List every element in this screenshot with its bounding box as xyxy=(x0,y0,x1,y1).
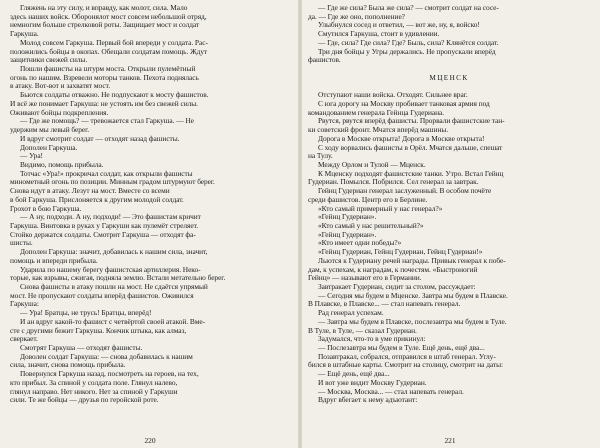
blank-line xyxy=(308,82,590,91)
text-line: Снова идут в атаку. Лезут на мост. Вместе со всеми xyxy=(10,187,170,196)
text-line: Завтракает Гудериан, сидит за столом, рассуждает: xyxy=(318,283,476,291)
text-line: торые, как взрывы, сжигая, подняла землю. Встали метательно берег. xyxy=(10,274,226,283)
text-line: — Ура! xyxy=(20,152,43,161)
text-line: фашистов. xyxy=(308,56,341,65)
text-line: помощь и впереди прибыла. xyxy=(10,256,98,265)
text-line: немногим больше стрелковой роты. Защищает мост и солдат xyxy=(10,21,200,30)
text-line: Отступают наши войска. Отходят. Сильнее враг. xyxy=(318,91,468,100)
text-line: кто прибыл. За спиной у солдата поле. Глянул налево, xyxy=(10,378,178,387)
text-line: Пошли фашисты на штурм моста. Открыли пулемётный xyxy=(20,65,196,74)
text-line: Гаркуша. xyxy=(10,30,39,39)
text-line: Между Орлом и Тулой — Мценск. xyxy=(318,160,426,169)
blank-line xyxy=(308,65,590,74)
text-line: Грохот в бою Гаркуша. xyxy=(10,204,82,213)
text-line: сте с другими бежит Гаркуша. Кончик штыка, как алмаз, xyxy=(10,326,187,335)
chapter-heading: МЦЕНСК xyxy=(429,73,469,82)
text-line: Гейнц» — называют его в Германии. xyxy=(308,274,422,283)
text-line: — А ну, подходи. А ну, подходи! — Это фашистам кричит xyxy=(20,213,201,222)
text-line: В Туле, в Туле, — сказал Гудериан. xyxy=(308,326,417,335)
text-line: глянул направо. Нет никого. Нет за спиной у Гаркуши xyxy=(10,387,178,396)
text-line: сили. Те же бойцы — друзья по геройской роте. xyxy=(10,396,159,405)
text-line: Стойко держатся солдаты. Смотрит Гаркуша — отходят фа- xyxy=(10,230,196,239)
text-line: И вот уже видит Москву Гудериан. xyxy=(318,378,427,387)
text-line: на Тулу. xyxy=(308,152,333,161)
right-page xyxy=(300,0,600,448)
text-line: Смутился Гаркуша, стоит в удивлении. xyxy=(318,30,440,39)
text-line: Молод совсем Гаркуша. Первый бой впереди у солдата. Рас- xyxy=(20,38,208,47)
text-line: — Где же помощь? — тревожается стал Гаркуша. — Не xyxy=(20,117,194,126)
text-line: Видимо, помощь прибыла. xyxy=(20,160,104,169)
text-line: Дополен Гаркуша: значит, добавилась к нашим сила, значит, xyxy=(20,248,208,257)
text-line: К Мценску подходят фашистские танки. Утро. Встал Гейнц xyxy=(318,169,504,178)
text-line: «Гейнц Гудериан». xyxy=(318,230,377,239)
text-line: ки советский фронт. Мчатся вперёд машины. xyxy=(308,126,449,135)
text-line: — Ещё день, ещё два... xyxy=(318,370,390,379)
text-line: Позавтракал, собрался, отправился в штаб генерал. Углу- xyxy=(318,352,496,361)
text-line: «Гейнц Гудериан, Гейнц Гудериан, Гейнц Гудериан!» xyxy=(318,248,483,257)
text-line: С ходу ворвались фашисты в Орёл. Мчатся дальше, спешат xyxy=(318,143,503,152)
text-line: «Кто имеет одни победы?» xyxy=(318,239,402,248)
text-line: — Сегодня мы будем в Мценске. Завтра мы будем в Плавске. xyxy=(318,291,508,300)
text-line: — Завтра мы будем в Плавске, послезавтра мы будем в Туле. xyxy=(318,317,507,326)
text-line: Смотрят Гаркуша — отходят фашисты. xyxy=(20,344,143,353)
text-line: «Кто самый примерный у нас генерал?» xyxy=(318,204,443,213)
text-line: Рад генерал успехам. xyxy=(318,309,384,318)
text-line: — Где, сила? Где сила? Где? Быль, сила? Клянётся солдат. xyxy=(318,38,499,47)
text-line: И ан вдруг какой-то фашист с четвёртой своей атакой. Вме- xyxy=(20,317,206,326)
text-line: бился в штабные карты. Смотрит на столицу, смотрит на даты: xyxy=(308,361,504,370)
text-line: В Плавске, в Плавске... — стал напевать генерал. xyxy=(308,300,461,309)
text-line: Льются к Гудериану речей награды. Привык генерал к побе- xyxy=(318,256,506,265)
text-line: Вдруг вбегает к нему адъютант: xyxy=(318,396,418,405)
text-line: защитники свежей силы. xyxy=(10,56,88,65)
text-line: «Гейнц Гудериан». xyxy=(318,213,377,222)
text-line: дам, к успехам, к наградам, к почестям. «Быстроногий xyxy=(308,265,478,274)
text-line: мост. Не пропускают солдаты вперёд фашистов. Оживился xyxy=(10,291,194,300)
text-line: — Ура! Братцы, не трусь! Братцы, вперёд! xyxy=(20,309,152,318)
text-line: Доволен солдат Гаркуша: — снова добавилась к нашим xyxy=(20,352,193,361)
text-line: Гудериан. Помылся. Побрился. Сел генерал за завтрак. xyxy=(308,178,479,187)
text-line: Гляжень на эту силу, и вправду, как молот, сила. Мало xyxy=(20,4,188,12)
text-line: Рвутся, рвутся вперёд фашисты. Прорвали фашистские тан- xyxy=(318,117,505,126)
text-line: — Где же сила? Была же сила? — смотрит солдат на сосе- xyxy=(318,4,499,12)
text-line: здесь наших войск. Оборонялот мост совсем небольшой отряд, xyxy=(10,12,207,21)
text-line: Гаркуша. Винтовка в руках у Гаркуши как пулемёт стреляет. xyxy=(10,221,199,230)
text-line: — Послезавтра мы будем в Туле. Ещё день, ещё два... xyxy=(318,344,485,353)
text-line: Повернулся Гаркуша назад, посмотреть на героев, на тех, xyxy=(20,370,199,379)
text-line: удержим мы левый берег. xyxy=(10,126,90,135)
text-line: в атаку. Вот-вот и захватят мост. xyxy=(10,82,110,91)
text-line: Гейнц Гудериан генерал заслуженный. В особом почёте xyxy=(318,187,492,196)
text-line: Снова фашисты в атаку пошли на мост. Не сдаётся упрямый xyxy=(20,283,208,291)
right-page-text xyxy=(308,4,590,405)
text-line: огонь по нашим. Взревели моторы танков. Пехота поднялась xyxy=(10,73,199,82)
text-line: С юга дорогу на Москву пробивает танковая армия под xyxy=(318,99,490,108)
text-line: среди фашистов. Центр его в Берлине. xyxy=(308,195,428,204)
text-line: Тотчас «Ура!» прокричал солдат, как открыли фашисты xyxy=(20,169,193,178)
text-line: — Москва, Москва... — стал напевать генерал. xyxy=(318,387,464,396)
text-line: Бьются солдаты отважно. Не подпускают к мосту фашистов. xyxy=(20,91,209,100)
text-line: шисты. xyxy=(10,239,33,248)
page-number-left: 220 xyxy=(144,436,156,445)
text-line: Дополен Гаркуша. xyxy=(20,143,78,152)
text-line: Улыбнулся сосед и ответил, — вот же, ну, я, войско! xyxy=(318,21,480,30)
text-line: положились бойцы в окопах. Обещали солдатам помощь. Ждут xyxy=(10,47,208,56)
text-line: да. — Где же оно, пополнение? xyxy=(308,12,405,21)
text-line: сила, значит, снова помощь прибыла. xyxy=(10,361,126,370)
text-line: командованием генерала Гейнца Гудериана. xyxy=(308,108,445,117)
text-line: Задумался, что-то в уме прикинул: xyxy=(318,335,426,344)
page-number-right: 221 xyxy=(444,436,456,445)
text-line: Три дня бойцы у Угры держались. Не пропускали вперёд xyxy=(318,47,496,56)
left-page-text xyxy=(10,4,292,405)
text-line: И всё же понимает Гаркуша: не устоять им без свежей силы. xyxy=(10,99,198,108)
text-line: Дорога в Москве открыта! Дорога в Москве открыта! xyxy=(318,134,485,143)
text-line: Оживают бойцы подкрепления. xyxy=(10,108,109,117)
text-line: Ударила по нашему берегу фашистская артиллерия. Неко- xyxy=(20,265,201,274)
text-line: минометный огонь по позиции. Минным градом штурмуют берег. xyxy=(10,178,215,187)
text-line: И вдруг смотрит солдат — отходят назад фашисты. xyxy=(20,134,180,143)
text-line: в бой Гаркуша. Прислоняется к другим молодой солдат. xyxy=(10,195,184,204)
text-line: «Кто самый у нас решительный?» xyxy=(318,221,424,230)
text-line: сверкает. xyxy=(10,335,38,344)
text-line: Гаркуша: xyxy=(10,300,39,309)
